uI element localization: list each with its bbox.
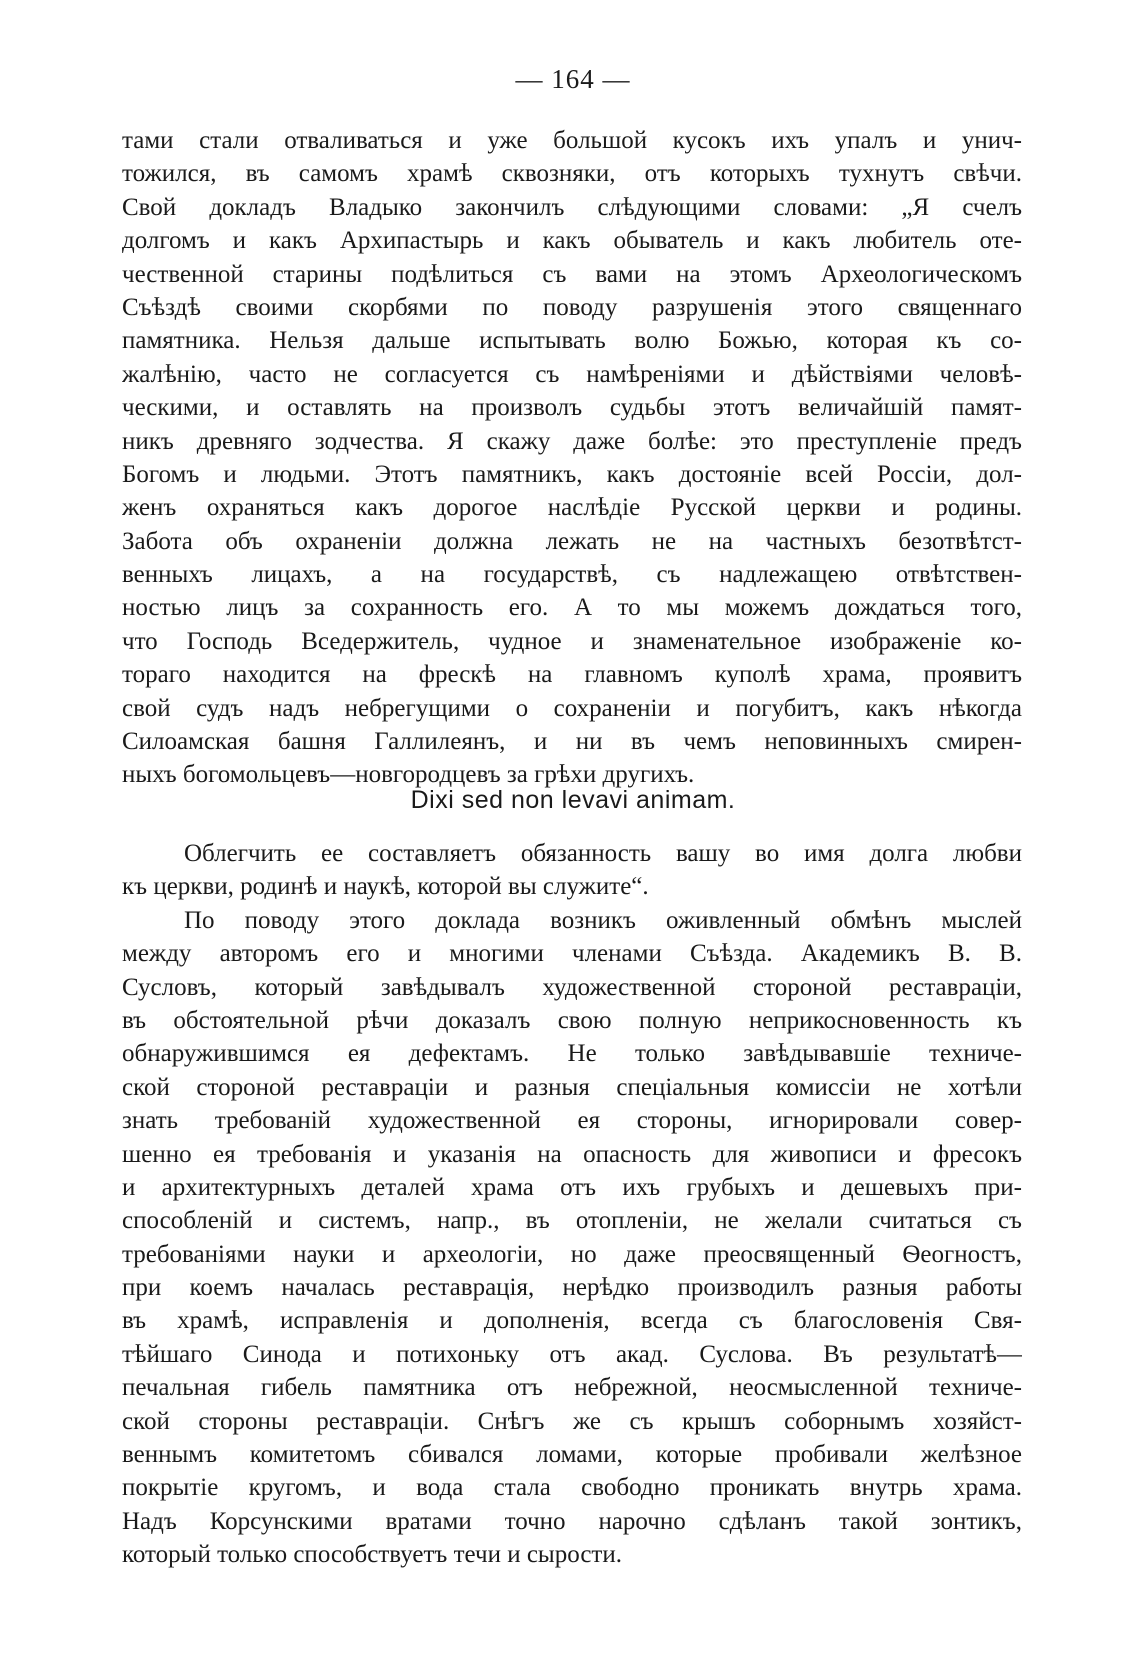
paragraphs-2-3 [122,837,1022,1572]
text-line: ныхъ богомольцевъ—новгородцевъ за грѣхи другихъ. [122,761,695,789]
text-line: Сусловъ, который завѣдывалъ художественной стороной реставраціи, [122,973,1022,1001]
text-line: чественной старины подѣлиться съ вами на этомъ Археологическомъ [122,260,1022,288]
page-number: — 164 — [515,64,631,94]
text-line: тораго находится на фрескѣ на главномъ куполѣ храма, проявитъ [122,661,1022,689]
text-line: способленій и системъ, напр., въ отопленіи, не желали считаться съ [122,1207,1022,1235]
latin-quote: Dixi sed non levavi animam. [410,786,736,814]
text-line: Свой докладъ Владыко закончилъ слѣдующими словами: „Я счелъ [122,193,1022,221]
text-line: памятника. Нельзя дальше испытывать волю Божью, которая къ со- [122,327,1022,355]
text-line: ческими, и оставлять на произволъ судьбы этотъ величайшій памят- [122,394,1022,422]
text-line: въ обстоятельной рѣчи доказалъ свою полную неприкосновенность къ [122,1006,1022,1034]
text-line: печальная гибель памятника отъ небрежной, неосмысленной техниче- [122,1374,1022,1402]
text-line: шенно ея требованія и указанія на опасность для живописи и фресокъ [122,1140,1022,1168]
text-line: Облегчить ее составляетъ обязанность вашу во имя долга любви [184,840,1022,867]
text-line: долгомъ и какъ Архипастырь и какъ обыватель и какъ любитель оте- [122,227,1022,255]
text-line: требованіями науки и археологіи, но даже преосвященный Ѳеогностъ, [122,1240,1022,1268]
text-line: ностью лицъ за сохранность его. А то мы можемъ дождаться того, [122,594,1022,622]
text-line: и архитектурныхъ деталей храма отъ ихъ грубыхъ и дешевыхъ при- [122,1173,1022,1201]
text-line: никъ древняго зодчества. Я скажу даже болѣе: это преступленіе предъ [122,427,1022,455]
text-line: жалѣнію, часто не согласуется съ намѣреніями и дѣйствіями человѣ- [122,360,1022,388]
text-line: при коемъ началась реставрація, нерѣдко производилъ разныя работы [122,1274,1022,1302]
text-line: обнаружившимся ея дефектамъ. Не только завѣдывавшіе техниче- [122,1040,1022,1068]
text-line: тожился, въ самомъ храмѣ сквозняки, отъ которыхъ тухнутъ свѣчи. [122,160,1022,188]
text-line: между авторомъ его и многими членами Съѣзда. Академикъ В. В. [122,940,1022,968]
text-line: въ храмѣ, исправленія и дополненія, всегда съ благословенія Свя- [122,1307,1022,1335]
paragraph-1 [122,124,1022,792]
text-line: венныхъ лицахъ, а на государствѣ, съ надлежащею отвѣтствен- [122,561,1022,589]
text-line: знать требованій художественной ея стороны, игнорировали совер- [122,1107,1022,1135]
text-line: свой судъ надъ небрегущими о сохраненіи и погубитъ, какъ нѣкогда [122,694,1022,722]
text-line: ской стороны реставраціи. Снѣгъ же съ крышъ соборнымъ хозяйст- [122,1407,1022,1435]
text-line: веннымъ комитетомъ сбивался ломами, которые пробивали желѣзное [122,1441,1022,1469]
text-line: Силоамская башня Галлилеянъ, и ни въ чемъ неповинныхъ смирен- [122,728,1022,756]
text-line: къ церкви, родинѣ и наукѣ, которой вы служите“. [122,873,649,901]
text-line: Забота объ охраненіи должна лежать не на частныхъ безотвѣтст- [122,527,1022,555]
text-line: ской стороной реставраціи и разныя спеціальныя комиссіи не хотѣли [122,1073,1022,1101]
text-line: который только способствуетъ течи и сырости. [122,1541,622,1569]
text-line: тами стали отваливаться и уже большой кусокъ ихъ упалъ и унич- [122,127,1022,154]
text-line: тѣйшаго Синода и потихоньку отъ акад. Суслова. Въ результатѣ— [122,1340,1022,1368]
text-line: женъ охраняться какъ дорогое наслѣдіе Русской церкви и родины. [122,494,1022,522]
text-line: По поводу этого доклада возникъ оживленный обмѣнъ мыслей [184,906,1022,934]
text-line: Надъ Корсунскими вратами точно нарочно сдѣланъ такой зонтикъ, [122,1507,1022,1535]
text-line: Богомъ и людьми. Этотъ памятникъ, какъ достояніе всей Россіи, дол- [122,460,1022,488]
text-line: Съѣздѣ своими скорбями по поводу разрушенія этого священнаго [122,293,1022,321]
text-line: что Господь Вседержитель, чудное и знаменательное изображеніе ко- [122,627,1022,655]
text-line: покрытіе кругомъ, и вода стала свободно проникать внутрь храма. [122,1474,1022,1502]
